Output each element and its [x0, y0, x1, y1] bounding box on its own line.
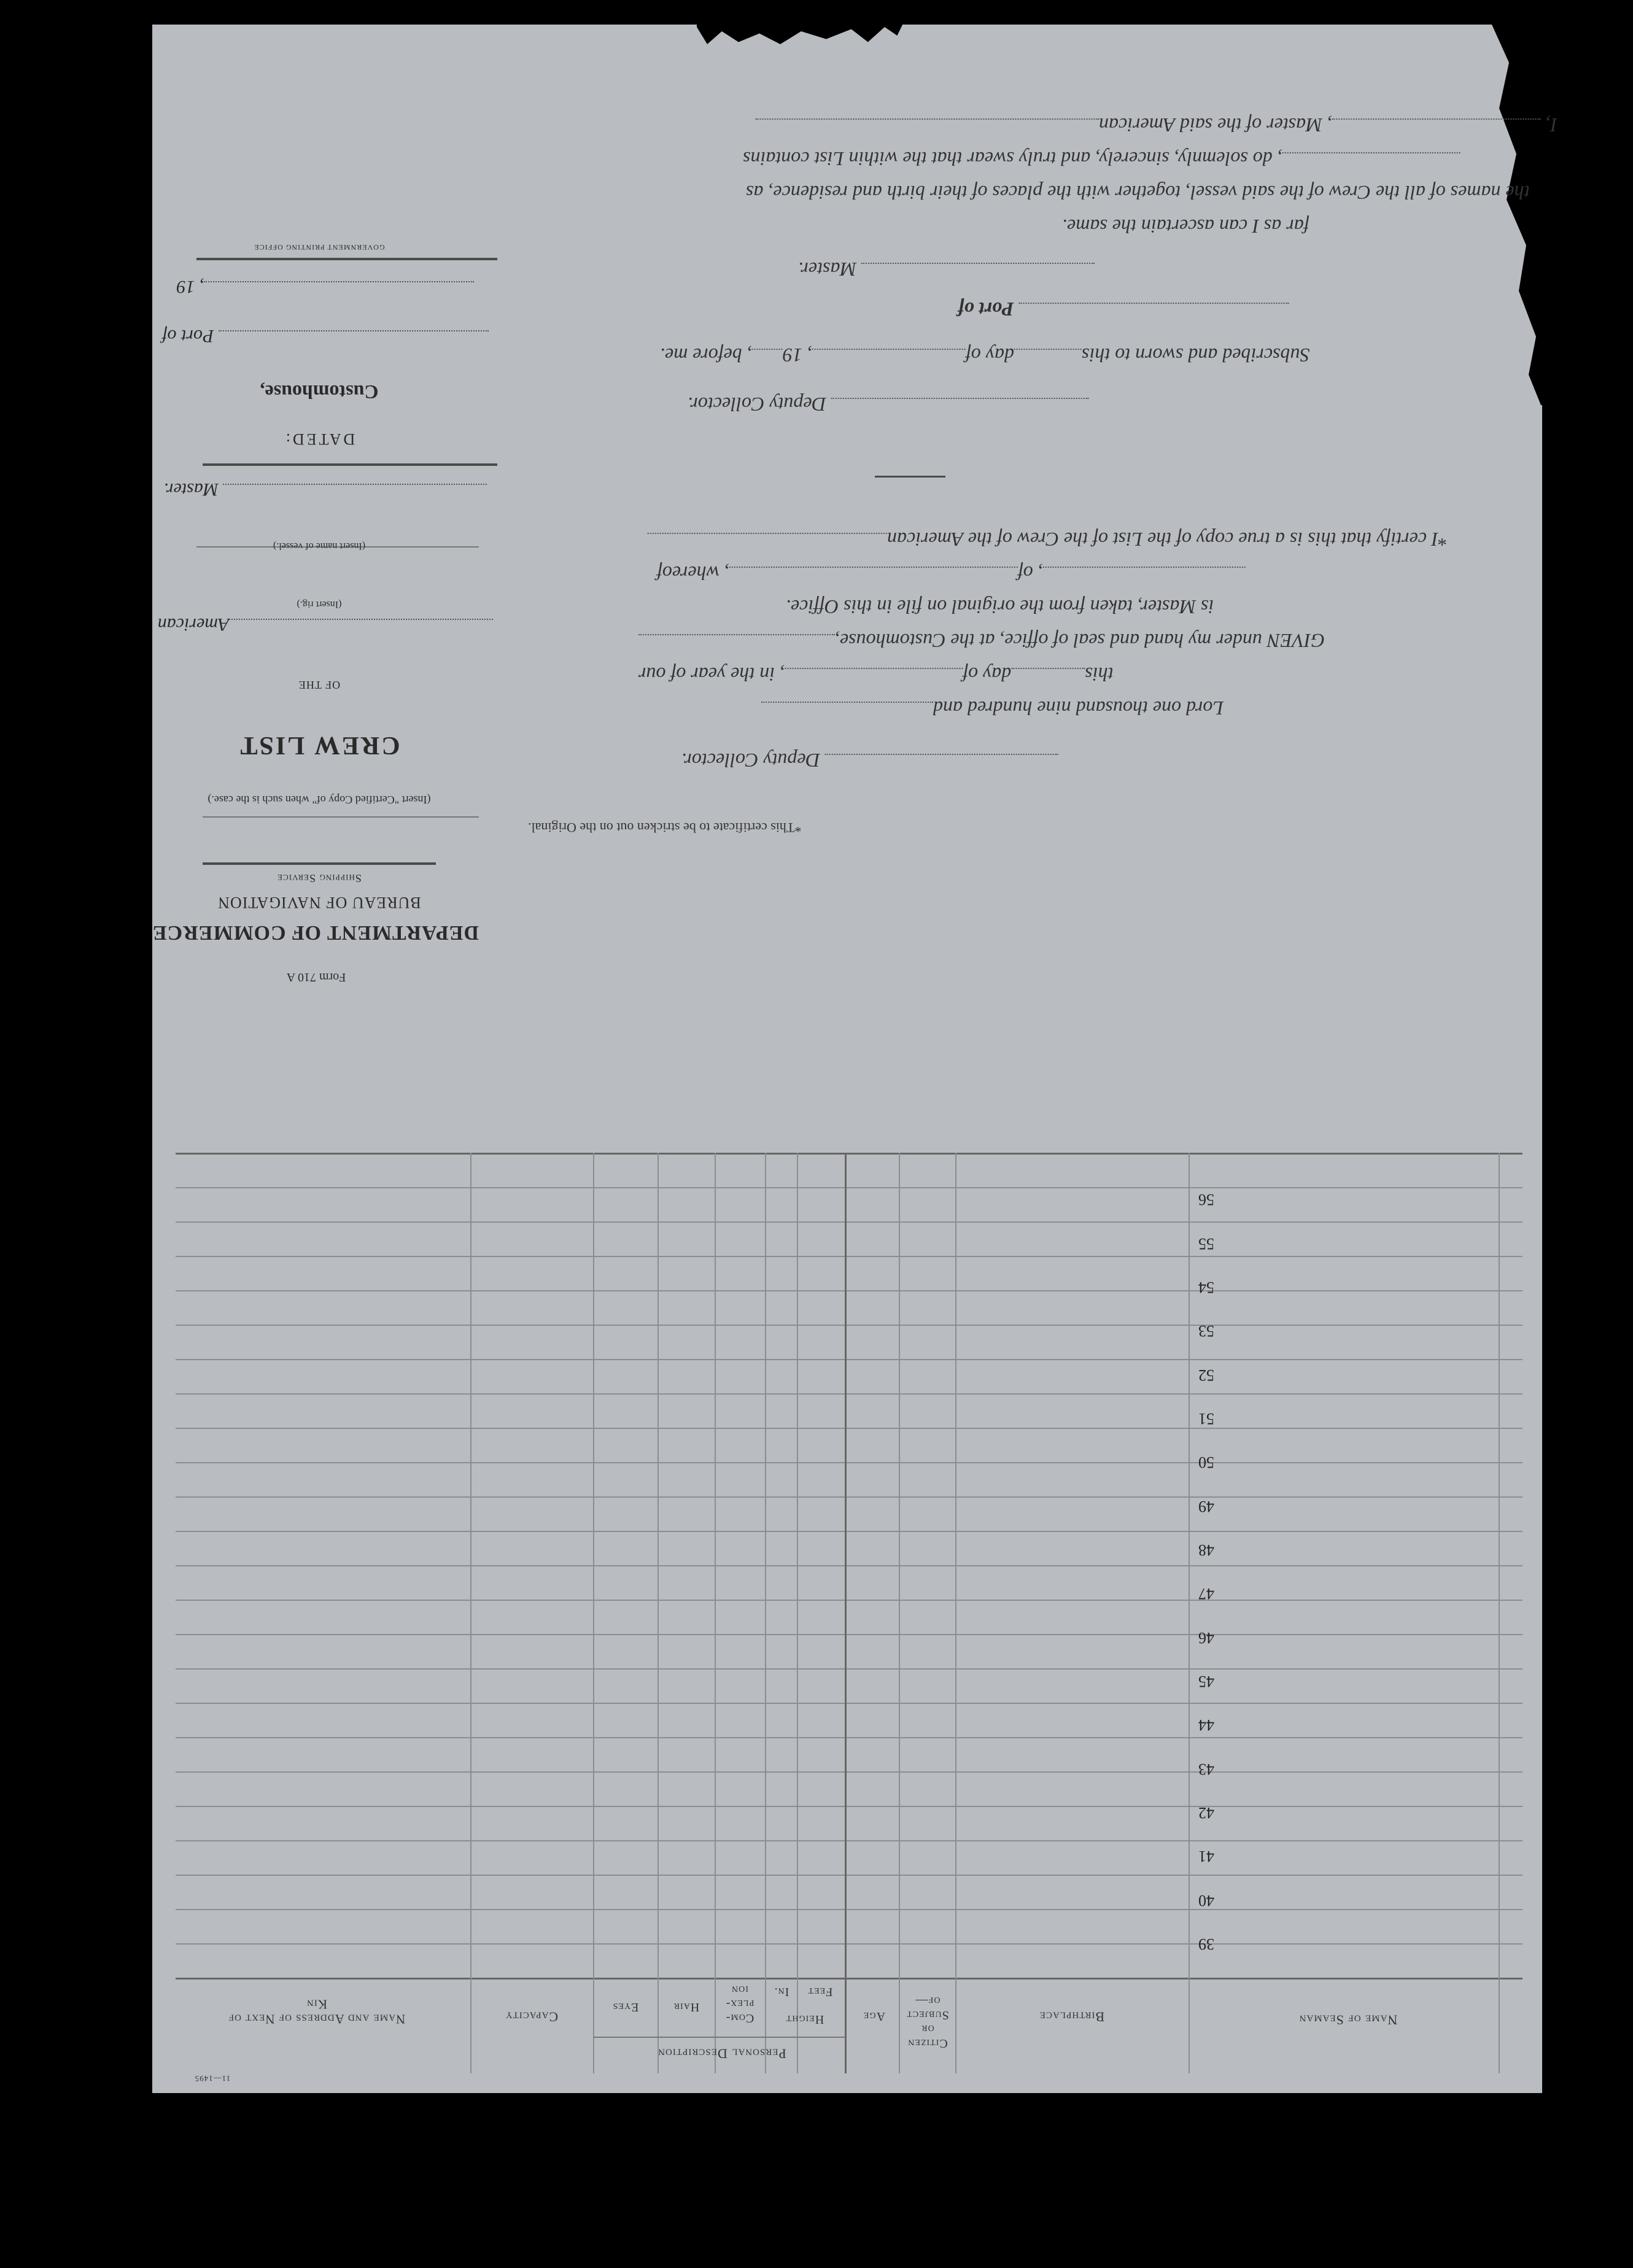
row-line	[176, 1462, 1522, 1463]
header-age: Age	[863, 2010, 886, 2023]
header-birthplace: Birthplace	[1039, 2009, 1105, 2025]
separator-rule	[875, 476, 945, 478]
row-number: 47	[1198, 1585, 1214, 1603]
header-height: Height	[785, 2013, 824, 2026]
oath-line-4: far as I can ascertain the same.	[1062, 215, 1309, 238]
row-line	[176, 1943, 1522, 1945]
row-line	[176, 1909, 1522, 1910]
insert-rig-note: (Insert rig.)	[297, 599, 342, 610]
row-number: 41	[1198, 1848, 1214, 1866]
col-divider	[593, 1153, 594, 2073]
deputy-collector-line-2: Deputy Collector.	[681, 749, 1058, 772]
row-line	[176, 1256, 1522, 1257]
col-divider	[715, 1153, 716, 2073]
of-the-label: OF THE	[298, 679, 341, 691]
certify-line-1: *I certify that this is a true copy of the List of the Crew of the American	[648, 528, 1448, 551]
row-line	[176, 1290, 1522, 1291]
header-feet: Feet	[807, 1985, 833, 1999]
col-divider	[1189, 1153, 1190, 2073]
crew-list-title: CREW LIST	[238, 731, 400, 759]
row-number: 39	[1198, 1935, 1214, 1953]
col-divider	[657, 1153, 659, 2073]
header-name-of-seaman: Name of Seaman	[1298, 2012, 1398, 2028]
header-complexion: Com- plex- ion	[725, 1983, 754, 2025]
subscribed-line: Subscribed and sworn to thisday of, 19, before me.	[660, 344, 1310, 366]
header-personal-description: Personal Description	[657, 2046, 786, 2062]
given-line-3: Lord one thousand nine hundred and	[761, 697, 1224, 719]
dated-label: DATED:	[283, 430, 355, 448]
deputy-collector-line-1: Deputy Collector.	[688, 393, 1089, 416]
crew-table	[176, 1153, 1522, 2083]
row-number: 42	[1198, 1804, 1214, 1822]
row-number: 46	[1198, 1628, 1214, 1647]
row-number: 52	[1198, 1366, 1214, 1384]
row-line	[176, 1393, 1522, 1395]
cover-port-of-line: Port of	[153, 325, 497, 346]
col-divider	[470, 1153, 471, 2073]
row-line	[176, 1600, 1522, 1601]
department-title: DEPARTMENT OF COMMERCE	[152, 921, 479, 944]
row-line	[176, 1875, 1522, 1876]
given-line-1: GIVEN under my hand and seal of office, at the Customhouse,	[638, 629, 1325, 652]
row-number: 45	[1198, 1673, 1214, 1690]
row-number: 50	[1198, 1453, 1214, 1472]
row-line	[176, 1496, 1522, 1498]
row-line	[176, 1806, 1522, 1807]
oath-line-2: , do solemnly, sincerely, and truly swear that the within List contains	[743, 147, 1460, 170]
cover-year-line: , 19	[153, 276, 497, 297]
header-capacity: Capacity	[505, 2009, 559, 2025]
cover-master-line: Master.	[153, 479, 497, 500]
american-rig-line: American	[153, 614, 497, 635]
printer-credit: GOVERNMENT PRINTING OFFICE	[254, 243, 385, 252]
header-next-of-kin: Name and Address of Next of Kin	[228, 1997, 406, 2027]
row-line	[176, 1634, 1522, 1635]
row-number: 44	[1198, 1716, 1214, 1735]
cover-fill-line-1	[203, 816, 479, 818]
col-divider	[899, 1153, 900, 2073]
master-signature-line: Master.	[798, 258, 1095, 281]
col-divider	[1499, 1153, 1500, 2073]
cover-rule-3	[196, 258, 497, 260]
row-line	[176, 1221, 1522, 1223]
row-line	[176, 1428, 1522, 1429]
cover-rule-1	[203, 862, 436, 865]
given-line-2: thisday of, in the year of our	[638, 664, 1114, 686]
header-hair: Hair	[673, 2000, 700, 2014]
certificate-footnote: *This certificate to be stricken out on the Original.	[528, 820, 802, 835]
row-number: 51	[1198, 1410, 1214, 1428]
row-number: 55	[1198, 1234, 1214, 1253]
row-number: 54	[1198, 1279, 1214, 1296]
row-number: 56	[1198, 1191, 1214, 1209]
table-top-rule	[176, 1153, 1522, 1155]
row-number: 53	[1198, 1322, 1214, 1341]
insert-certified-note: (Insert "Certified Copy of" when such is the case.)	[208, 794, 431, 806]
header-citizen: Citizen or Subject of—	[906, 1994, 949, 2050]
form-number: Form 710 A	[286, 970, 346, 984]
insert-name-note: (Insert name of vessel.)	[273, 541, 366, 551]
header-eyes: Eyes	[612, 2000, 639, 2014]
row-line	[176, 1703, 1522, 1704]
col-divider	[955, 1153, 956, 2073]
margin-code: 11—1495	[194, 2073, 231, 2083]
row-number: 43	[1198, 1760, 1214, 1778]
row-line	[176, 1531, 1522, 1532]
row-number: 48	[1198, 1541, 1214, 1559]
header-bottom-rule	[176, 1978, 1522, 1980]
row-number: 40	[1198, 1891, 1214, 1910]
certify-line-2: , of, whereof	[657, 562, 1246, 584]
header-inches: In.	[774, 1985, 789, 1999]
certify-line-3: is Master, taken from the original on file in this Office.	[786, 596, 1214, 618]
row-line	[176, 1187, 1522, 1188]
col-divider	[845, 1153, 847, 2073]
row-line	[176, 1840, 1522, 1841]
row-line	[176, 1771, 1522, 1773]
oath-line-1: I, , Master of the said American	[755, 114, 1557, 136]
customhouse-label: Customhouse,	[260, 381, 379, 403]
port-of-line: Port of	[958, 298, 1289, 320]
col-divider	[765, 1153, 766, 2073]
cover-rule-2	[203, 463, 497, 466]
row-line	[176, 1325, 1522, 1326]
row-number: 49	[1198, 1497, 1214, 1515]
row-line	[176, 1668, 1522, 1670]
row-line	[176, 1565, 1522, 1566]
personal-desc-rule	[593, 2037, 845, 2038]
service-subtitle: Shipping Service	[277, 872, 362, 884]
col-divider	[797, 1153, 798, 2073]
oath-line-3: the names of all the Crew of the said vessel, together with the places of their birth and residence, as	[746, 182, 1530, 204]
row-line	[176, 1359, 1522, 1360]
row-line	[176, 1737, 1522, 1738]
bureau-title: BUREAU OF NAVIGATION	[217, 894, 421, 911]
